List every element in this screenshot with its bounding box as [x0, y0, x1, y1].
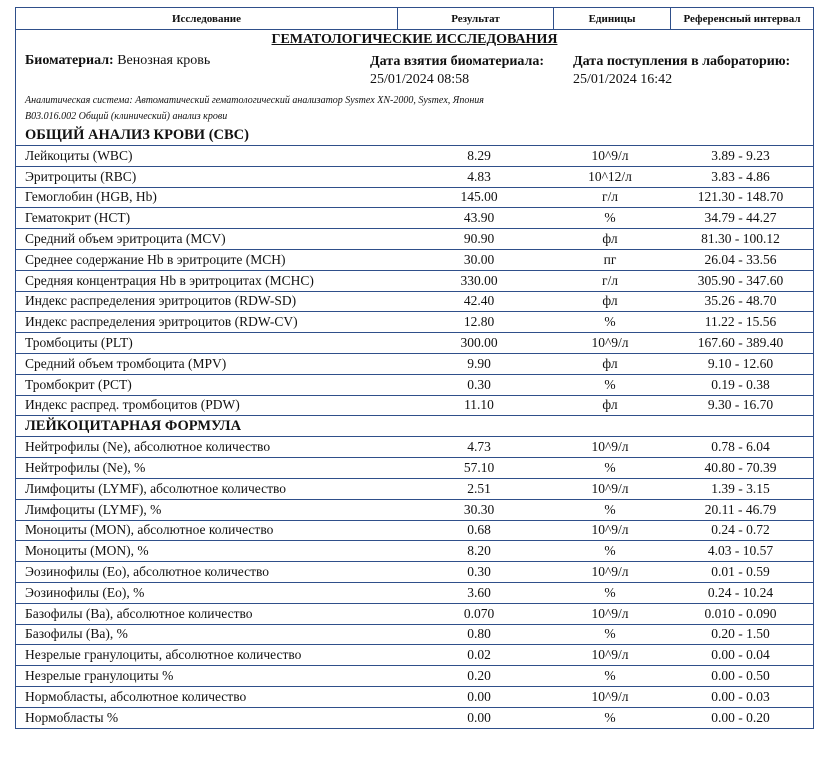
reference-range: 0.010 - 0.090 — [704, 605, 777, 621]
test-name: Гематокрит (HCT) — [25, 210, 131, 226]
units-value: % — [604, 584, 616, 600]
table-row — [16, 708, 813, 728]
units-value: г/л — [601, 189, 619, 205]
result-value: 0.20 — [467, 668, 491, 684]
test-name: Нормобласты, абсолютное количество — [25, 688, 247, 704]
table-row — [16, 271, 813, 292]
reference-range: 3.83 - 4.86 — [711, 168, 770, 184]
test-name: Базофилы (Ba), абсолютное количество — [25, 605, 253, 621]
biomaterial-value: Венозная кровь — [117, 53, 211, 68]
section-title: ГЕМАТОЛОГИЧЕСКИЕ ИССЛЕДОВАНИЯ — [271, 32, 558, 47]
group-title: ЛЕЙКОЦИТАРНАЯ ФОРМУЛА — [16, 416, 813, 437]
units-value: 10^9/л — [591, 605, 629, 621]
test-name: Лимфоциты (LYMF), % — [25, 501, 162, 517]
table-row — [16, 396, 813, 417]
biomaterial-label: Биоматериал: — [25, 53, 114, 68]
table-row — [16, 521, 813, 542]
units-value: г/л — [601, 272, 619, 288]
test-name: Эозинофилы (Eo), абсолютное количество — [25, 564, 270, 580]
result-value: 90.90 — [463, 231, 495, 247]
reference-range: 26.04 - 33.56 — [704, 251, 777, 267]
test-name: Тромбоциты (PLT) — [25, 335, 133, 351]
table-row — [16, 292, 813, 313]
reference-range: 0.24 - 10.24 — [707, 584, 774, 600]
units-value: 10^9/л — [591, 522, 629, 538]
test-name: Лимфоциты (LYMF), абсолютное количество — [25, 480, 287, 496]
table-row — [16, 458, 813, 479]
units-value: % — [604, 210, 616, 226]
reference-range: 0.78 - 6.04 — [711, 439, 770, 455]
test-name: Моноциты (MON), абсолютное количество — [25, 522, 274, 538]
table-row — [16, 229, 813, 250]
table-header — [16, 8, 813, 30]
result-value: 57.10 — [463, 460, 495, 476]
result-value: 0.00 — [467, 688, 491, 704]
units-value: фл — [602, 397, 618, 413]
received-date-label: Дата поступления в лабораторию: — [573, 54, 791, 69]
result-value: 43.90 — [463, 210, 495, 226]
reference-range: 4.03 - 10.57 — [707, 543, 774, 559]
test-name: Средний объем тромбоцита (MPV) — [25, 355, 227, 371]
test-name: Среднее содержание Hb в эритроците (MCH) — [25, 251, 286, 267]
result-value: 300.00 — [460, 335, 498, 351]
result-value: 330.00 — [460, 272, 498, 288]
table-row — [16, 188, 813, 209]
table-row — [16, 687, 813, 708]
result-value: 42.40 — [463, 293, 495, 309]
test-name: Моноциты (MON), % — [25, 543, 149, 559]
table-row — [16, 250, 813, 271]
table-row — [16, 146, 813, 167]
table-row — [16, 479, 813, 500]
table-row — [16, 541, 813, 562]
test-name: Нейтрофилы (Ne), % — [25, 460, 146, 476]
result-value: 2.51 — [467, 480, 491, 496]
result-value: 9.90 — [467, 355, 491, 371]
result-value: 8.20 — [467, 543, 491, 559]
table-row — [16, 500, 813, 521]
reference-range: 0.19 - 0.38 — [711, 376, 770, 392]
reference-range: 35.26 - 48.70 — [704, 293, 777, 309]
header-result: Результат — [398, 8, 554, 29]
reference-range: 9.30 - 16.70 — [707, 397, 774, 413]
test-name: Лейкоциты (WBC) — [25, 147, 133, 163]
result-value: 12.80 — [463, 314, 495, 330]
units-value: % — [604, 709, 616, 725]
reference-range: 0.00 - 0.20 — [711, 709, 770, 725]
reference-range: 0.00 - 0.03 — [711, 688, 770, 704]
table-row — [16, 167, 813, 188]
result-value: 3.60 — [467, 584, 491, 600]
table-row — [16, 625, 813, 646]
header-reference: Референсный интервал — [683, 12, 801, 25]
received-date-value: 25/01/2024 16:42 — [573, 72, 673, 87]
reference-range: 0.01 - 0.59 — [711, 564, 770, 580]
table-row — [16, 604, 813, 625]
units-value: фл — [602, 231, 618, 247]
test-name: Нормобласты % — [25, 709, 119, 725]
sample-info — [16, 49, 813, 93]
table-row — [16, 354, 813, 375]
reference-range: 0.00 - 0.50 — [711, 668, 770, 684]
units-value: 10^9/л — [591, 439, 629, 455]
result-value: 0.070 — [463, 605, 495, 621]
header-units: Единицы — [554, 8, 671, 29]
reference-range: 305.90 - 347.60 — [697, 272, 784, 288]
result-value: 0.02 — [467, 647, 491, 663]
test-name: Гемоглобин (HGB, Hb) — [25, 189, 157, 205]
result-value: 0.30 — [467, 376, 491, 392]
reference-range: 0.24 - 0.72 — [711, 522, 770, 538]
biomaterial — [25, 49, 370, 93]
reference-range: 167.60 - 389.40 — [697, 335, 784, 351]
table-row — [16, 208, 813, 229]
units-value: 10^12/л — [588, 168, 632, 184]
result-value: 11.10 — [464, 397, 494, 413]
table-row — [16, 312, 813, 333]
test-name: Эозинофилы (Eo), % — [25, 584, 145, 600]
group-title: ОБЩИЙ АНАЛИЗ КРОВИ (CBC) — [16, 125, 813, 146]
table-row — [16, 375, 813, 396]
result-value: 0.00 — [467, 709, 491, 725]
units-value: 10^9/л — [591, 688, 629, 704]
test-name: Средняя концентрация Hb в эритроцитах (MCHC) — [25, 272, 314, 288]
units-value: % — [604, 376, 616, 392]
reference-range: 9.10 - 12.60 — [707, 355, 774, 371]
result-value: 0.30 — [467, 564, 491, 580]
test-name: Незрелые гранулоциты, абсолютное количество — [25, 647, 302, 663]
units-value: фл — [602, 355, 618, 371]
result-value: 145.00 — [460, 189, 498, 205]
result-value: 30.00 — [463, 251, 495, 267]
result-value: 30.30 — [463, 501, 495, 517]
table-row — [16, 666, 813, 687]
reference-range: 0.00 - 0.04 — [711, 647, 770, 663]
reference-range: 1.39 - 3.15 — [711, 480, 770, 496]
reference-range: 81.30 - 100.12 — [701, 231, 780, 247]
table-row — [16, 437, 813, 458]
analyzer-note: Аналитическая система: Автоматический гематологический анализатор Sysmex XN-2000, Sysmex, Япония — [25, 95, 484, 106]
result-value: 4.83 — [467, 168, 491, 184]
test-name: Тромбокрит (PCT) — [25, 376, 132, 392]
reference-range: 121.30 - 148.70 — [697, 189, 784, 205]
reference-range: 34.79 - 44.27 — [704, 210, 777, 226]
test-name: Индекс распределения эритроцитов (RDW-CV) — [25, 314, 298, 330]
service-code-note: B03.016.002 Общий (клинический) анализ крови — [25, 111, 228, 122]
units-value: % — [604, 314, 616, 330]
units-value: 10^9/л — [591, 480, 629, 496]
reference-range: 20.11 - 46.79 — [704, 501, 777, 517]
table-row — [16, 583, 813, 604]
result-value: 0.80 — [467, 626, 491, 642]
table-row — [16, 562, 813, 583]
units-value: пг — [603, 251, 617, 267]
units-value: % — [604, 668, 616, 684]
units-value: 10^9/л — [591, 147, 629, 163]
reference-range: 40.80 - 70.39 — [704, 460, 777, 476]
table-row — [16, 333, 813, 354]
units-value: % — [604, 460, 616, 476]
units-value: 10^9/л — [591, 335, 629, 351]
units-value: % — [604, 543, 616, 559]
result-value: 0.68 — [467, 522, 491, 538]
test-name: Индекс распределения эритроцитов (RDW-SD) — [25, 293, 297, 309]
result-value: 4.73 — [467, 439, 491, 455]
reference-range: 0.20 - 1.50 — [711, 626, 770, 642]
units-value: 10^9/л — [591, 647, 629, 663]
units-value: % — [604, 626, 616, 642]
test-name: Индекс распред. тромбоцитов (PDW) — [25, 397, 240, 413]
collection-date-value: 25/01/2024 08:58 — [370, 72, 470, 87]
header-test: Исследование — [16, 8, 398, 29]
lab-report — [15, 7, 814, 729]
reference-range: 3.89 - 9.23 — [711, 147, 770, 163]
test-name: Средний объем эритроцита (MCV) — [25, 231, 226, 247]
received-date — [573, 49, 790, 93]
reference-range: 11.22 - 15.56 — [704, 314, 777, 330]
test-name: Эритроциты (RBC) — [25, 168, 137, 184]
units-value: фл — [602, 293, 618, 309]
test-name: Незрелые гранулоциты % — [25, 668, 174, 684]
units-value: 10^9/л — [591, 564, 629, 580]
result-value: 8.29 — [467, 147, 491, 163]
table-row — [16, 645, 813, 666]
test-name: Базофилы (Ba), % — [25, 626, 128, 642]
test-name: Нейтрофилы (Ne), абсолютное количество — [25, 439, 271, 455]
collection-date — [370, 49, 573, 93]
units-value: % — [604, 501, 616, 517]
results-table — [16, 125, 813, 728]
collection-date-label: Дата взятия биоматериала: — [370, 54, 545, 69]
